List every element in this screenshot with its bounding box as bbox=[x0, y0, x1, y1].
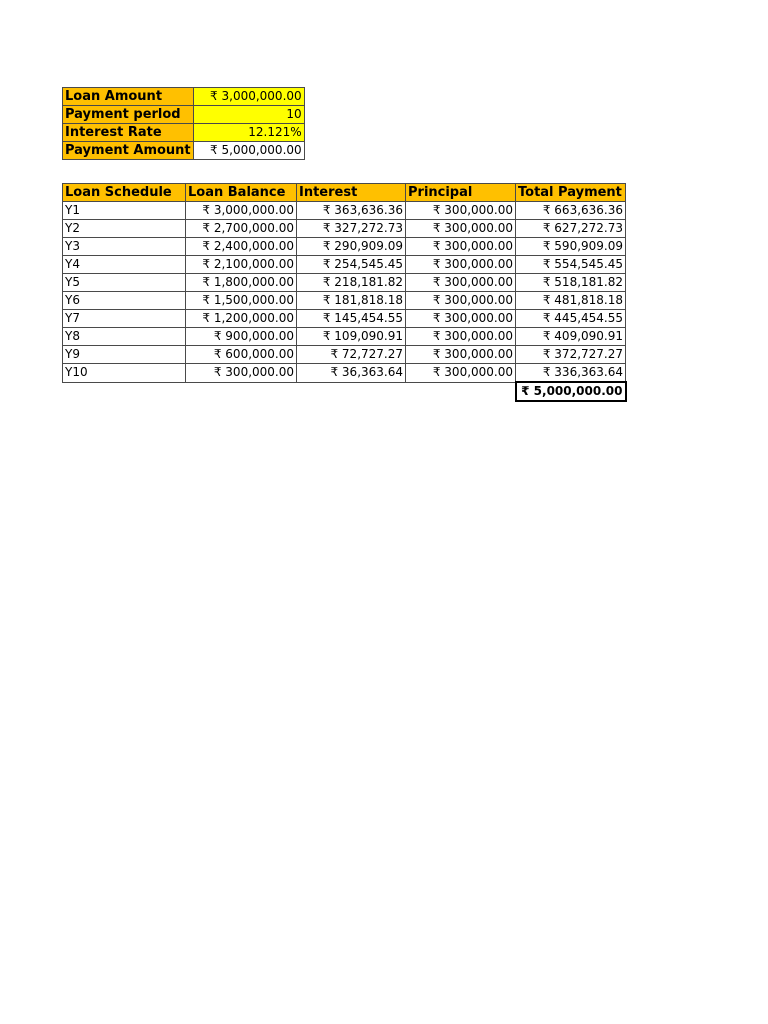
principal-cell[interactable]: ₹ 300,000.00 bbox=[406, 274, 516, 292]
loan-balance-cell[interactable]: ₹ 1,800,000.00 bbox=[186, 274, 297, 292]
table-row bbox=[63, 310, 626, 328]
summary-label-cell[interactable]: Loan Amount bbox=[63, 88, 194, 106]
total-payment-cell[interactable]: ₹ 663,636.36 bbox=[516, 202, 626, 220]
summary-label-cell[interactable]: Payment perlod bbox=[63, 106, 194, 124]
empty-cell[interactable] bbox=[186, 382, 297, 401]
year-cell[interactable]: Y4 bbox=[63, 256, 186, 274]
loan-balance-cell[interactable]: ₹ 2,100,000.00 bbox=[186, 256, 297, 274]
interest-cell[interactable]: ₹ 181,818.18 bbox=[297, 292, 406, 310]
interest-cell[interactable]: ₹ 218,181.82 bbox=[297, 274, 406, 292]
interest-cell[interactable]: ₹ 290,909.09 bbox=[297, 238, 406, 256]
total-payment-cell[interactable]: ₹ 409,090.91 bbox=[516, 328, 626, 346]
table-row bbox=[63, 364, 626, 383]
table-row bbox=[63, 238, 626, 256]
principal-cell[interactable]: ₹ 300,000.00 bbox=[406, 328, 516, 346]
interest-cell[interactable]: ₹ 145,454.55 bbox=[297, 310, 406, 328]
summary-row bbox=[63, 142, 305, 160]
header-principal[interactable]: Principal bbox=[406, 184, 516, 202]
empty-cell[interactable] bbox=[63, 382, 186, 401]
principal-cell[interactable]: ₹ 300,000.00 bbox=[406, 364, 516, 383]
summary-value-cell[interactable]: ₹ 3,000,000.00 bbox=[193, 88, 304, 106]
summary-label-cell[interactable]: Payment Amount bbox=[63, 142, 194, 160]
principal-cell[interactable]: ₹ 300,000.00 bbox=[406, 220, 516, 238]
summary-value-cell[interactable]: ₹ 5,000,000.00 bbox=[193, 142, 304, 160]
header-loan-balance[interactable]: Loan Balance bbox=[186, 184, 297, 202]
total-payment-cell[interactable]: ₹ 518,181.82 bbox=[516, 274, 626, 292]
table-row bbox=[63, 202, 626, 220]
loan-balance-cell[interactable]: ₹ 900,000.00 bbox=[186, 328, 297, 346]
loan-balance-cell[interactable]: ₹ 1,200,000.00 bbox=[186, 310, 297, 328]
total-payment-cell[interactable]: ₹ 445,454.55 bbox=[516, 310, 626, 328]
principal-cell[interactable]: ₹ 300,000.00 bbox=[406, 346, 516, 364]
year-cell[interactable]: Y3 bbox=[63, 238, 186, 256]
header-interest[interactable]: Interest bbox=[297, 184, 406, 202]
table-row bbox=[63, 256, 626, 274]
empty-cell[interactable] bbox=[297, 382, 406, 401]
loan-balance-cell[interactable]: ₹ 2,400,000.00 bbox=[186, 238, 297, 256]
principal-cell[interactable]: ₹ 300,000.00 bbox=[406, 256, 516, 274]
total-payment-cell[interactable]: ₹ 627,272.73 bbox=[516, 220, 626, 238]
interest-cell[interactable]: ₹ 109,090.91 bbox=[297, 328, 406, 346]
summary-row bbox=[63, 88, 305, 106]
schedule-table bbox=[62, 183, 627, 402]
total-payment-cell[interactable]: ₹ 372,727.27 bbox=[516, 346, 626, 364]
table-row bbox=[63, 328, 626, 346]
summary-row bbox=[63, 106, 305, 124]
year-cell[interactable]: Y5 bbox=[63, 274, 186, 292]
year-cell[interactable]: Y1 bbox=[63, 202, 186, 220]
interest-cell[interactable]: ₹ 254,545.45 bbox=[297, 256, 406, 274]
header-loan-schedule[interactable]: Loan Schedule bbox=[63, 184, 186, 202]
header-total-payment[interactable]: Total Payment bbox=[516, 184, 626, 202]
interest-cell[interactable]: ₹ 363,636.36 bbox=[297, 202, 406, 220]
total-payment-cell[interactable]: ₹ 336,363.64 bbox=[516, 364, 626, 383]
loan-balance-cell[interactable]: ₹ 300,000.00 bbox=[186, 364, 297, 383]
year-cell[interactable]: Y6 bbox=[63, 292, 186, 310]
year-cell[interactable]: Y7 bbox=[63, 310, 186, 328]
total-payment-cell[interactable]: ₹ 5,000,000.00 bbox=[516, 382, 626, 401]
principal-cell[interactable]: ₹ 300,000.00 bbox=[406, 292, 516, 310]
summary-row bbox=[63, 124, 305, 142]
loan-schedule bbox=[62, 183, 627, 402]
loan-balance-cell[interactable]: ₹ 2,700,000.00 bbox=[186, 220, 297, 238]
empty-cell[interactable] bbox=[406, 382, 516, 401]
total-payment-cell[interactable]: ₹ 554,545.45 bbox=[516, 256, 626, 274]
interest-cell[interactable]: ₹ 72,727.27 bbox=[297, 346, 406, 364]
summary-label-cell[interactable]: Interest Rate bbox=[63, 124, 194, 142]
total-payment-cell[interactable]: ₹ 590,909.09 bbox=[516, 238, 626, 256]
total-payment-cell[interactable]: ₹ 481,818.18 bbox=[516, 292, 626, 310]
table-row bbox=[63, 292, 626, 310]
year-cell[interactable]: Y2 bbox=[63, 220, 186, 238]
table-row bbox=[63, 346, 626, 364]
interest-cell[interactable]: ₹ 36,363.64 bbox=[297, 364, 406, 383]
summary-value-cell[interactable]: 12.121% bbox=[193, 124, 304, 142]
summary-value-cell[interactable]: 10 bbox=[193, 106, 304, 124]
year-cell[interactable]: Y10 bbox=[63, 364, 186, 383]
interest-cell[interactable]: ₹ 327,272.73 bbox=[297, 220, 406, 238]
principal-cell[interactable]: ₹ 300,000.00 bbox=[406, 202, 516, 220]
schedule-header-row bbox=[63, 184, 626, 202]
loan-balance-cell[interactable]: ₹ 600,000.00 bbox=[186, 346, 297, 364]
summary-table bbox=[62, 87, 305, 160]
principal-cell[interactable]: ₹ 300,000.00 bbox=[406, 238, 516, 256]
table-row bbox=[63, 274, 626, 292]
year-cell[interactable]: Y8 bbox=[63, 328, 186, 346]
loan-balance-cell[interactable]: ₹ 1,500,000.00 bbox=[186, 292, 297, 310]
total-row bbox=[63, 382, 626, 401]
principal-cell[interactable]: ₹ 300,000.00 bbox=[406, 310, 516, 328]
table-row bbox=[63, 220, 626, 238]
loan-balance-cell[interactable]: ₹ 3,000,000.00 bbox=[186, 202, 297, 220]
year-cell[interactable]: Y9 bbox=[63, 346, 186, 364]
loan-summary bbox=[62, 87, 305, 160]
